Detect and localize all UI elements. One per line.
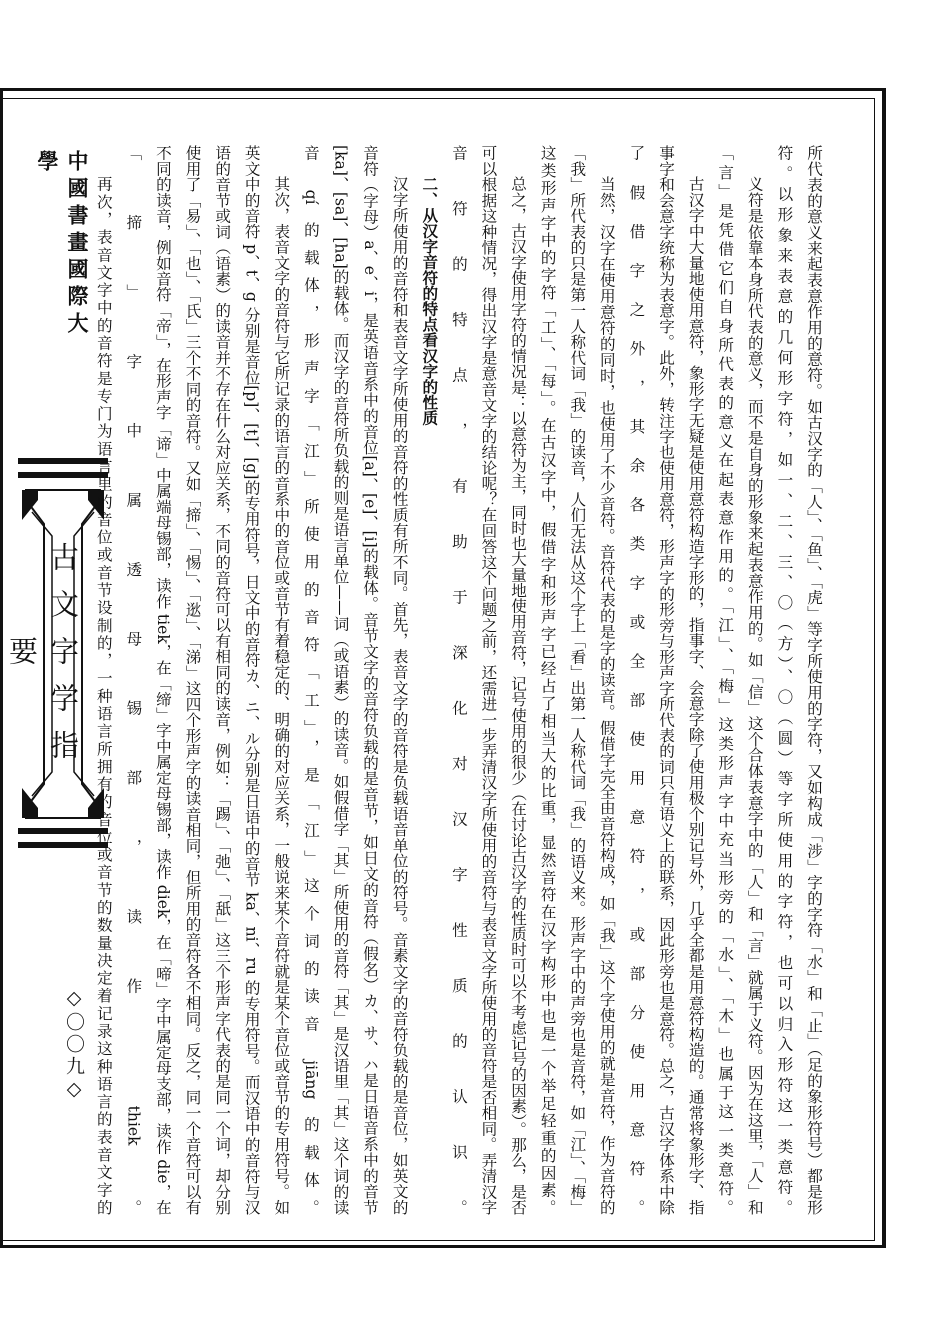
university-name: 中國書畫國際大學: [35, 150, 90, 339]
frame-right-rule: [882, 88, 886, 1248]
paragraph: 所代表的意义来起表意作用的意符。如古汉字的「人」、「鱼」、「虎」等字所使用的字符，又如构成「涉」字的字符「水」和「止」（足的象形符号）都是形符。以形象来表意的几何形字符，如一、二、三、〇（方）、〇（圆）等字所使用的字符，也可以归入形符这一类意符。: [775, 145, 823, 1215]
body-text: [94, 145, 828, 1215]
paragraph: 其次，表音文字的音符与它所记录的语言的音系中的音位或音节有着稳定的、明确的对应关系，一般说来某个音符就是某个音位或音节的专用符号。如英文中的音符 p、t、g 分别是音位[p]、[t]、[g]的专用符号，日文中的音符カ、ニ、ル分别是日语中的音节 ka、ni、ru 的专用符号。而汉语中的音符与汉语的音节或词（语素）的读音并不存在什么对应关系，不同的音符可以有相同的读音，例如：「踢」、「弛」、「舐」这三个形声字代表的是同一个词，却分别使用了「易」、「也」、「氏」三个不同的音符。又如「揥」、「惕」、「逖」、「涕」这四个形声字的读音相同，但所用的音符各不相同。反之，同一个音符可以有不同的读音，例如音符「帝」，在形声字「谛」中属端母锡部，读作 tiek，在「缔」字中属定母锡部，读作 diek，在「啼」字中属定母支部，读作 die，在「揥」字中属透母锡部，读作 thiek。: [124, 145, 291, 1215]
paragraph: 当然，汉字在使用意符的同时，也使用了不少音符。音符代表的是字的读音。假借字完全由音符构成，如「我」这个字使用的就是音符，作为音符的「我」所代表的只是第一人称代词「我」的读音，人们无法从这个字上「看」出第一人称代词「我」的语义来。形声字中的声旁也是音符，如「江」、「梅」这类形声字中的字符「工」、「每」。在古汉字中，假借字和形声字已经占了相当大的比重，显然音符在汉字构形中也是一个举足轻重的因素。: [538, 145, 616, 1215]
paragraph: 汉字所使用的音符和表音文字所使用的音符的性质有所不同。首先，表音文字的音符是负载语音单位的符号。音素文字的音符负载的是音位，如英文的音符（字母）a、e、i，是英语音系中的音位[a]、[e]、[i]的载体。音节文字的音符负载的是音节，如日文的音符（假名）カ、サ、ハ是日语音系中的音节[ka]、[sa]、[ha]的载体。而汉字的音符所负载的则是语言单位——词（或语素）的读音。如假借字「其」所使用的音符「其」是汉语里「其」这个词的读音 qí 的载体，形声字「江」所使用的音符「工」，是「江」这个词的读音 jiāng 的载体。: [301, 145, 409, 1215]
paragraph: 古汉字中大量地使用意符，象形字无疑是使用意符构造字形的，指事字、会意字除了使用极个别记号外，几乎全都是用意符构造的。通常将象形字、指事字和会意字统称为表意字。此外，转注字也使用意符，形声字的形旁与形声字所代表的词只有语义上的联系，因此形旁也是意符。总之，古汉字体系中除了假借字之外，其余各类字或全部使用意符，或部分使用意符。: [627, 145, 705, 1215]
page-number: ◇〇〇九◇: [63, 987, 85, 1103]
section-heading: 二、从汉字音符的特点看汉字的性质: [420, 176, 439, 426]
paragraph: 再次，表音文字中的音符是专门为语言里的音位或音节设制的，一种语言所拥有的音位或音节的数量决定着记录这种语言的表音文字的: [94, 176, 113, 1215]
paragraph: 义符是依靠本身所代表的意义，而不是自身的形象来起表意作用的。如「信」这个合体表意字中的「人」和「言」就属于义符。因为在这里，「人」和「言」是凭借它们自身所代表的意义在起表意作用的。「江」、「梅」这类形声字中充当形旁的「水」、「木」也属于这一类意符。: [716, 145, 764, 1215]
frame-bottom-rule: [0, 1245, 886, 1248]
book-title: 古文字学指要: [5, 541, 80, 777]
frame-top-rule: [0, 88, 886, 91]
paragraph: 总之，古汉字使用字符的情况是：以意符为主，同时也大量地使用音符，记号使用的很少（在讨论古汉字的性质时可以不考虑记号的因素）。那么，是否可以根据这种情况，得出汉字是意音文字的结论呢？在回答这个问题之前，还需进一步弄清汉字所使用的音符与表音文字所使用的音符是否相同。弄清汉字音符的特点，有助于深化对汉字性质的认识。: [449, 145, 528, 1215]
